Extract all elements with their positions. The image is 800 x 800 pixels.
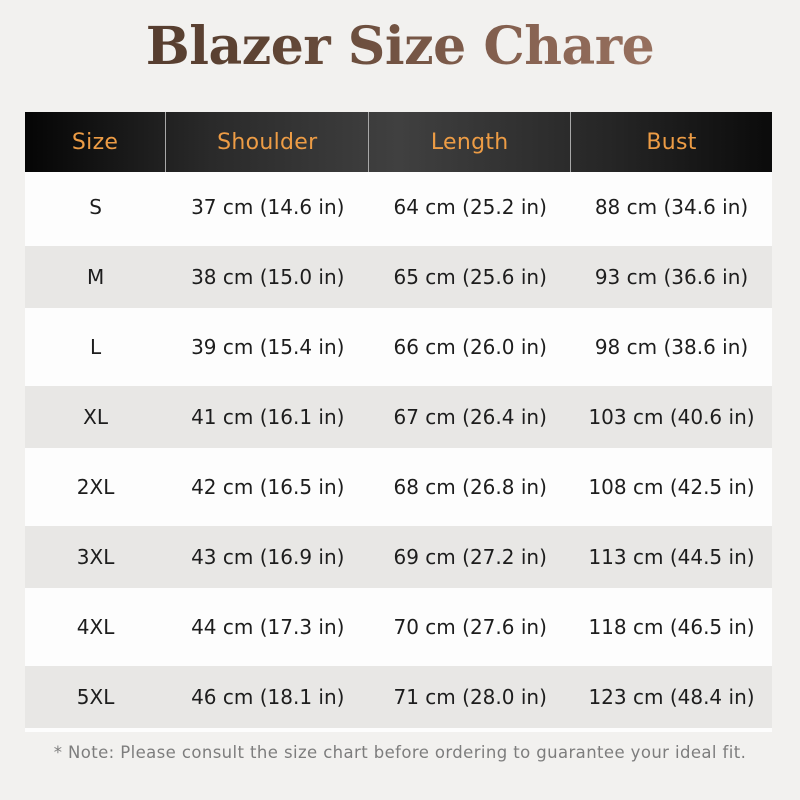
- length-cell: 70 cm (27.6 in): [393, 615, 547, 639]
- note-text: * Note: Please consult the size chart before ordering to guarantee your ideal fit.: [53, 743, 747, 762]
- size-cell: 2XL: [76, 475, 115, 499]
- shoulder-cell: 39 cm (15.4 in): [191, 335, 345, 359]
- column-header-size: Size: [25, 112, 166, 172]
- bust-cell: 123 cm (48.4 in): [588, 685, 755, 709]
- length-cell: 68 cm (26.8 in): [393, 475, 547, 499]
- table-row: [25, 382, 772, 452]
- table-row: [25, 172, 772, 242]
- shoulder-cell: 38 cm (15.0 in): [191, 265, 345, 289]
- size-cell: 5XL: [76, 685, 115, 709]
- column-header-shoulder: Shoulder: [166, 112, 369, 172]
- bust-cell: 98 cm (38.6 in): [594, 335, 749, 359]
- table-row: [25, 592, 772, 662]
- bust-cell: 93 cm (36.6 in): [594, 265, 749, 289]
- size-cell: L: [90, 335, 102, 359]
- shoulder-cell: 37 cm (14.6 in): [191, 195, 345, 219]
- bust-cell: 88 cm (34.6 in): [594, 195, 749, 219]
- shoulder-cell: 42 cm (16.5 in): [191, 475, 345, 499]
- bust-cell: 118 cm (46.5 in): [588, 615, 755, 639]
- length-cell: 71 cm (28.0 in): [393, 685, 547, 709]
- shoulder-cell: 41 cm (16.1 in): [191, 405, 345, 429]
- size-cell: XL: [83, 405, 108, 429]
- length-cell: 66 cm (26.0 in): [393, 335, 547, 359]
- bust-cell: 103 cm (40.6 in): [588, 405, 755, 429]
- length-cell: 67 cm (26.4 in): [393, 405, 547, 429]
- table-row: [25, 312, 772, 382]
- size-cell: S: [89, 195, 102, 219]
- page-title: Blazer Size Chare: [0, 16, 800, 77]
- length-cell: 69 cm (27.2 in): [393, 545, 547, 569]
- table-header-row: [25, 112, 772, 172]
- length-cell: 64 cm (25.2 in): [393, 195, 547, 219]
- table-body: [25, 172, 772, 732]
- column-header-length: Length: [369, 112, 571, 172]
- shoulder-cell: 44 cm (17.3 in): [191, 615, 345, 639]
- size-chart-table: [25, 112, 772, 732]
- bust-cell: 113 cm (44.5 in): [588, 545, 755, 569]
- shoulder-cell: 46 cm (18.1 in): [191, 685, 345, 709]
- size-cell: 4XL: [76, 615, 115, 639]
- size-cell: 3XL: [76, 545, 115, 569]
- column-header-bust: Bust: [646, 129, 697, 155]
- table-row: [25, 452, 772, 522]
- bust-cell: 108 cm (42.5 in): [588, 475, 755, 499]
- table-row: [25, 522, 772, 592]
- size-cell: M: [86, 265, 105, 289]
- table-row: [25, 242, 772, 312]
- shoulder-cell: 43 cm (16.9 in): [191, 545, 345, 569]
- length-cell: 65 cm (25.6 in): [393, 265, 547, 289]
- table-row: [25, 662, 772, 732]
